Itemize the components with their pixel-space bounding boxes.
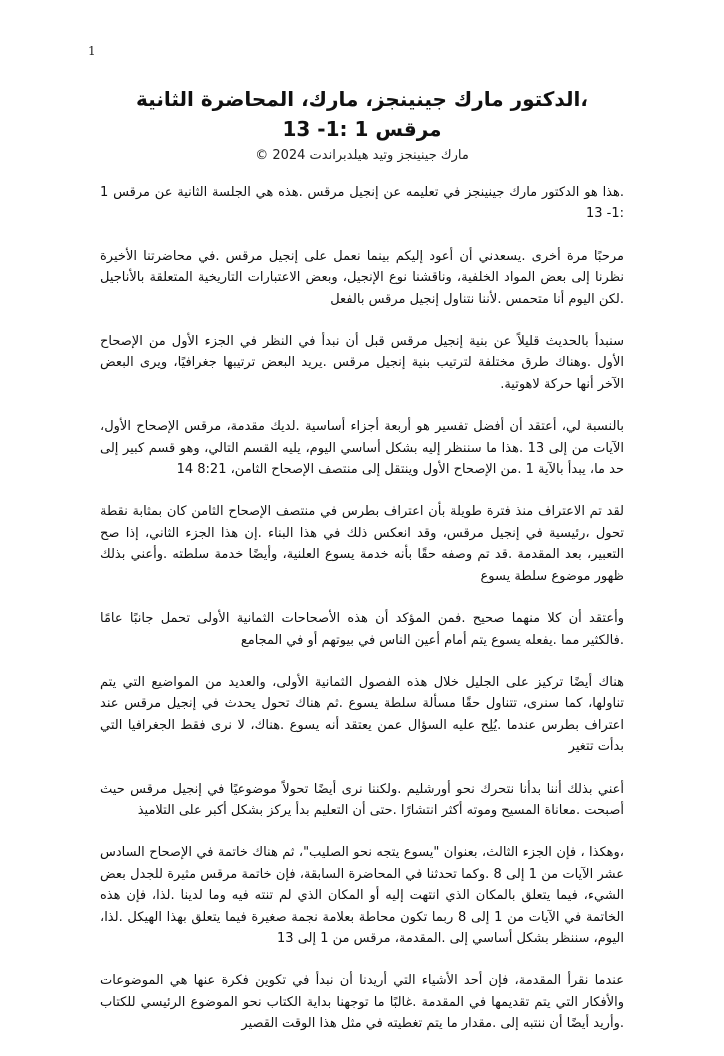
document-title-line-2: مرقس 1 :1- 13 <box>282 117 442 141</box>
paragraph-3: سنبدأ بالحديث قليلاً عن بنية إنجيل مرقس قبل أن نبدأ في النظر في الجزء الأول من الإصحاح الأول .وهناك طرق مختلفة لترتيب بنية إنجيل مرقس .يريد البعض ترتيبها جغرافيًا، ويرى البعض الآخر أنها حركة لاهوتية. <box>100 334 624 392</box>
paragraph-6: وأعتقد أن كلا منهما صحيح .فمن المؤكد أن هذه الأصحاحات الثمانية الأولى تحمل جانبًا عامًا .فالكثير مما .يفعله يسوع يتم أمام أعين الناس في بيوتهم أو في المجامع <box>100 611 624 648</box>
copyright-notice: مارك جينينجز وتيد هيلدبراندت 2024 © <box>255 148 469 163</box>
paragraph-8: أعني بذلك أننا بدأنا نتحرك نحو أورشليم .ولكننا نرى أيضًا تحولاً موضوعيًا في إنجيل مرقس حيث أصبحت .معاناة المسيح وموته أكثر انتشارًا .حتى أن التعليم بدأ يركز بشكل أكبر على التلاميذ <box>100 781 624 818</box>
paragraph-7: هناك أيضًا تركيز على الجليل خلال هذه الفصول الثمانية الأولى، والعديد من المواضيع التي يتم تناولها، كما سنرى، تتناول حقًا مسألة سلطة يسوع .ثم هناك تحول يحدث في إنجيل مرقس عند اعتراف بطرس عندما .يُلِح عليه السؤال عمن يعتقد أنه يسوع .هناك، لا نرى فقط الجغرافيا التي بدأت تتغير <box>100 674 624 755</box>
document-body <box>100 182 624 1056</box>
document-title-line-1: ،الدكتور مارك جينينجز، مارك، المحاضرة الثانية <box>136 87 588 111</box>
document-header <box>60 84 664 166</box>
page-number: 1 <box>88 44 96 58</box>
paragraph-10: عندما نقرأ المقدمة، فإن أحد الأشياء التي أريدنا أن نبدأ في تكوين فكرة عنها هي الموضوعات والأفكار التي يتم تقديمها في المقدمة .غالبًا ما توجهنا بداية الكتاب نحو الموضوع الرئيسي للكتاب .وأريد أيضًا أن ننتبه إلى .مقدار ما يتم تغطيته في مثل هذا الوقت القصير <box>100 973 624 1032</box>
paragraph-4: بالنسبة لي، أعتقد أن أفضل تفسير هو أربعة أجزاء أساسية .لديك مقدمة، مرقس الإصحاح الأول، الآيات من إلى 13 .هذا ما سننظر إليه بشكل أساسي اليوم، يليه القسم التالي، وهو قسم كبير إلى حد ما، يبدأ بالآية 1 .من الإصحاح الأول وينتقل إلى منتصف الإصحاح الثامن، 8:21 14 <box>100 419 624 478</box>
paragraph-9: ،وهكذا ، فإن الجزء الثالث، بعنوان "يسوع يتجه نحو الصليب"، ثم هناك خاتمة في الإصحاح السادس عشر الآيات من 1 إلى 8 .وكما تحدثنا في المحاضرة السابقة، فإن خاتمة مرقس مثيرة للجدل بعض الشيء، فيما يتعلق بالمكان الذي انتهت إليه أو المكان الذي لم تنته فيه وما لدينا .لذا، فإن هذه الخاتمة في الآيات من 1 إلى 8 ربما تكون محاطة بعلامة نجمة صغيرة فيما يتعلق بهذا الهيكل .لذا، اليوم، سننظر بشكل أساسي إلى .المقدمة، مرقس من 1 إلى 13 <box>100 845 624 946</box>
paragraph-1: .هذا هو الدكتور مارك جينينجز في تعليمه عن إنجيل مرقس .هذه هي الجلسة الثانية عن مرقس 1 :1- 13 <box>100 185 624 222</box>
paragraph-5: لقد تم الاعتراف منذ فترة طويلة بأن اعتراف بطرس في منتصف الإصحاح الثامن كان بمثابة نقطة تحول ،رئيسية في إنجيل مرقس، وقد انعكس ذلك في هذا البناء .إن هذا الجزء الثاني، إذا صح التعبير، بعد المقدمة .قد تم وصفه حقًا بأنه خدمة يسوع العلنية، وأيضًا خدمة سلطته .وأعني بذلك ظهور موضوع سلطة يسوع <box>100 504 624 584</box>
paragraph-2: مرحبًا مرة أخرى .يسعدني أن أعود إليكم بينما نعمل على إنجيل مرقس .في محاضرتنا الأخيرة نظرنا إلى بعض المواد الخلفية، وناقشنا نوع الإنجيل، وبعض الاعتبارات التاريخية المتعلقة بالأناجيل .لكن اليوم أنا متحمس .لأننا نتناول إنجيل مرقس بالفعل <box>100 248 624 307</box>
